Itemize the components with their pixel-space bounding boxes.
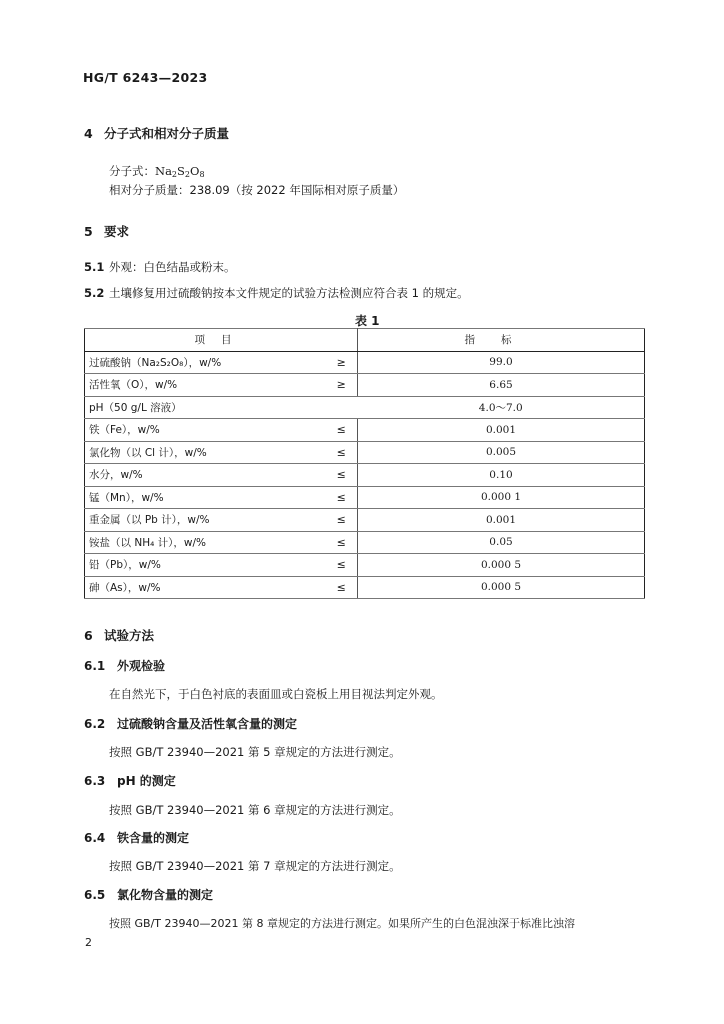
molecular-formula-line: [109, 163, 205, 179]
clause-5-2: [84, 285, 469, 301]
section-4-heading: [84, 124, 229, 142]
row-operator: ≤: [326, 464, 358, 487]
row-operator: ≤: [326, 576, 358, 599]
table-row: [85, 509, 645, 532]
clause-number: 5.2: [84, 286, 105, 300]
row-item-name: 锰（Mn），w/%: [85, 486, 326, 509]
row-value: 0.05: [358, 531, 645, 554]
table-header-row: [85, 329, 645, 352]
clause-text: 外观：白色结晶或粉末。: [109, 260, 236, 274]
table-row: [85, 396, 645, 419]
row-operator: ≤: [326, 486, 358, 509]
clause-6-4-text: 按照 GB/T 23940—2021 第 7 章规定的方法进行测定。: [109, 859, 401, 873]
section-title: 要求: [104, 224, 130, 239]
row-item-name: pH（50 g/L 溶液）: [85, 396, 326, 419]
clause-number: 6.5: [84, 888, 106, 902]
clause-number: 6.3: [84, 774, 106, 788]
molecular-mass-line: 相对分子质量：238.09（按 2022 年国际相对原子质量）: [109, 183, 405, 197]
clause-6-2-text: 按照 GB/T 23940—2021 第 5 章规定的方法进行测定。: [109, 745, 401, 759]
table-row: [85, 554, 645, 577]
section-title: 分子式和相对分子质量: [104, 126, 230, 141]
section-number: 6: [84, 628, 93, 643]
row-item-name: 铵盐（以 NH₄ 计），w/%: [85, 531, 326, 554]
clause-text: 土壤修复用过硫酸钠按本文件规定的试验方法检测应符合表 1 的规定。: [109, 286, 469, 300]
table-row: [85, 464, 645, 487]
row-value: 0.000 5: [358, 554, 645, 577]
clause-title: 氯化物含量的测定: [117, 888, 214, 902]
table-row: [85, 576, 645, 599]
clause-number: 6.1: [84, 659, 106, 673]
table-row: [85, 486, 645, 509]
clause-title: 铁含量的测定: [117, 831, 190, 845]
formula-label: 分子式：: [109, 164, 155, 178]
row-operator: ≥: [326, 374, 358, 397]
row-value: 0.10: [358, 464, 645, 487]
table-caption: 表 1: [355, 314, 380, 328]
table-row: [85, 419, 645, 442]
clause-title: pH 的测定: [117, 774, 176, 788]
table-row: [85, 374, 645, 397]
row-value: 99.0: [358, 351, 645, 374]
clause-6-3-text: 按照 GB/T 23940—2021 第 6 章规定的方法进行测定。: [109, 803, 401, 817]
clause-title: 外观检验: [117, 659, 166, 673]
clause-6-5-heading: [84, 886, 213, 903]
clause-number: 6.4: [84, 831, 106, 845]
clause-6-1-text: 在自然光下，于白色衬底的表面皿或白瓷板上用目视法判定外观。: [109, 687, 443, 701]
page-number: 2: [85, 936, 92, 949]
clause-number: 6.2: [84, 717, 106, 731]
clause-6-5-text: 按照 GB/T 23940—2021 第 8 章规定的方法进行测定。如果所产生的白色混浊深于标准比浊溶: [109, 917, 575, 930]
row-item-name: 砷（As），w/%: [85, 576, 326, 599]
clause-6-4-heading: [84, 829, 189, 846]
row-item-name: 重金属（以 Pb 计），w/%: [85, 509, 326, 532]
section-5-heading: [84, 222, 129, 240]
row-operator: ≤: [326, 554, 358, 577]
molecular-formula: $Na_2S_2O_8$: [155, 164, 205, 179]
table-row: [85, 441, 645, 464]
row-operator: ≤: [326, 509, 358, 532]
row-value: 0.001: [358, 509, 645, 532]
row-item-name: 过硫酸钠（Na₂S₂O₈），w/%: [85, 351, 326, 374]
row-operator: ≤: [326, 531, 358, 554]
section-6-heading: [84, 626, 154, 644]
row-value: 4.0～7.0: [358, 396, 645, 419]
row-item-name: 氯化物（以 Cl 计），w/%: [85, 441, 326, 464]
clause-title: 过硫酸钠含量及活性氧含量的测定: [117, 717, 298, 731]
clause-5-1: [84, 259, 236, 275]
header-spec: 指标: [358, 329, 645, 352]
row-operator: ≥: [326, 351, 358, 374]
row-item-name: 水分，w/%: [85, 464, 326, 487]
row-value: 0.005: [358, 441, 645, 464]
row-item-name: 活性氧（O），w/%: [85, 374, 326, 397]
clause-6-3-heading: [84, 772, 176, 789]
section-title: 试验方法: [104, 628, 155, 643]
row-value: 0.001: [358, 419, 645, 442]
table-row: [85, 351, 645, 374]
row-item-name: 铅（Pb），w/%: [85, 554, 326, 577]
row-operator: ≤: [326, 441, 358, 464]
table-row: [85, 531, 645, 554]
standard-code: HG/T 6243—2023: [83, 70, 208, 85]
row-value: 0.000 5: [358, 576, 645, 599]
row-operator: [326, 396, 358, 419]
section-number: 4: [84, 126, 93, 141]
row-operator: ≤: [326, 419, 358, 442]
header-item: 项目: [85, 329, 358, 352]
clause-number: 5.1: [84, 260, 105, 274]
row-value: 6.65: [358, 374, 645, 397]
clause-6-1-heading: [84, 657, 165, 674]
section-number: 5: [84, 224, 93, 239]
requirements-table: [84, 328, 645, 599]
row-value: 0.000 1: [358, 486, 645, 509]
row-item-name: 铁（Fe），w/%: [85, 419, 326, 442]
clause-6-2-heading: [84, 715, 297, 732]
